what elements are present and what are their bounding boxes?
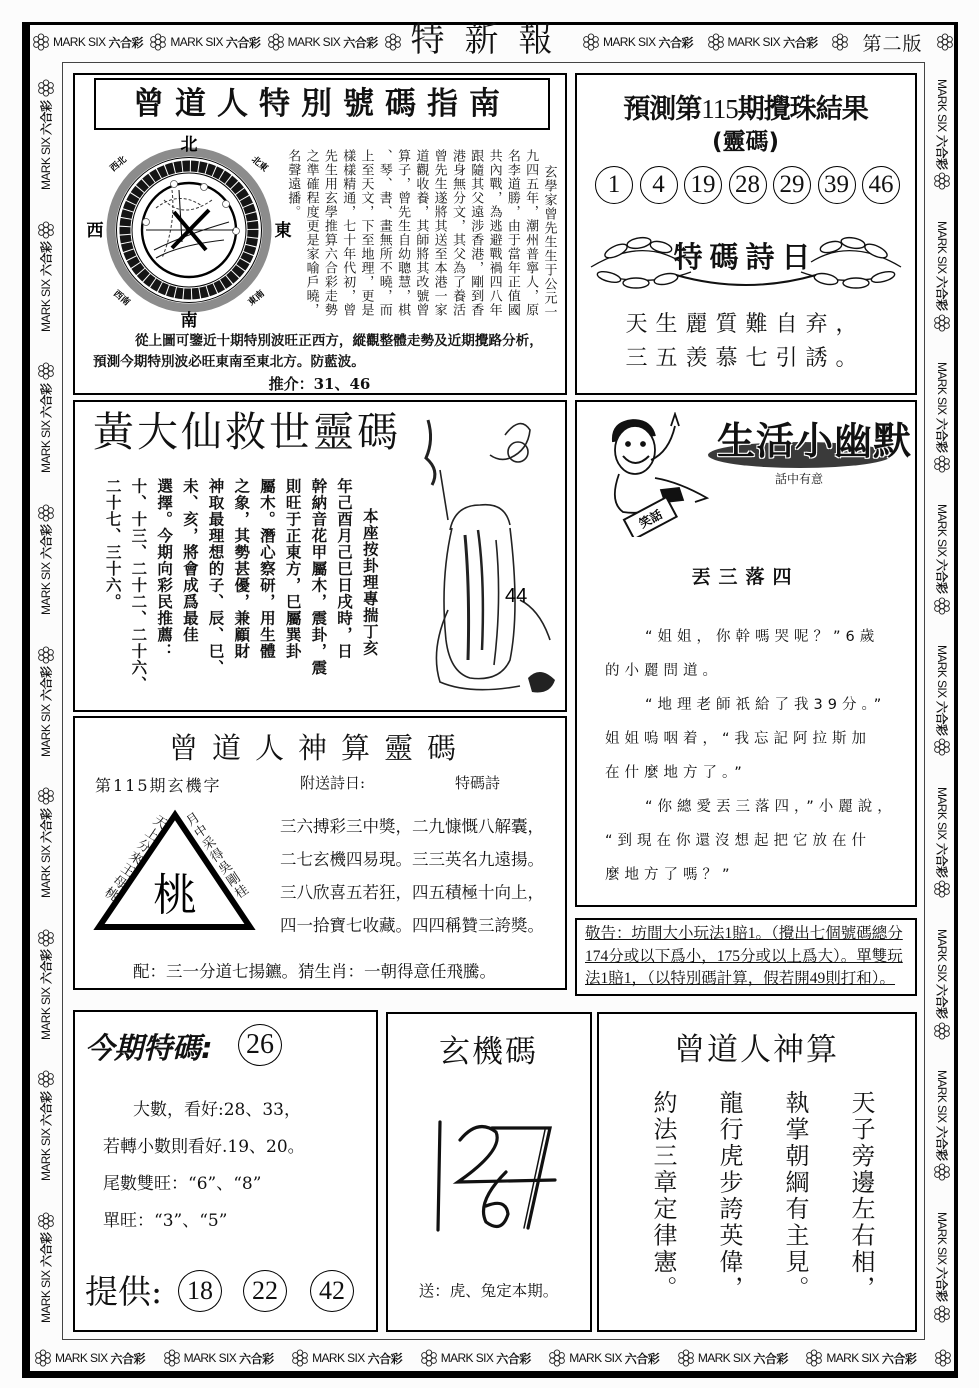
compass-southeast-label: 東南 [246, 288, 267, 309]
flower-icon [934, 1349, 952, 1367]
brand-en: MARK SIX [312, 1351, 365, 1365]
mystery-footer: 送：虎、兔定本期。 [418, 1282, 559, 1300]
mark-six-logo [933, 787, 951, 898]
bio-column: 道觀收養，其師將其改號曾 [413, 149, 429, 317]
tip-line: 若轉小數則看好.19、20。 [103, 1137, 305, 1157]
brand-zh: 六合彩 [783, 35, 818, 50]
mark-six-logo [37, 221, 55, 332]
bio-column: 九四五年，潮州普寧人，原 [523, 149, 539, 317]
flower-icon [933, 738, 951, 756]
mark-six-logo [37, 646, 55, 757]
tip-line: 大數，看好:28、33， [133, 1100, 301, 1120]
brand-zh: 六合彩 [934, 134, 949, 170]
bio-column: 名聲遠播。 [285, 149, 301, 219]
bio-column: 跟隨其父遠涉香港，剛到香 [468, 149, 484, 317]
text-column: 年己酉月己巳日戌時，日 [335, 478, 355, 660]
brand-zh: 六合彩 [239, 1351, 274, 1366]
brand-zh: 六合彩 [39, 100, 54, 135]
brand-en: MARK SIX [569, 1351, 622, 1365]
header-brand-strip-left [32, 26, 402, 58]
bio-column: 曾先生遂將其送至本港一家 [431, 149, 447, 317]
brand-en: MARK SIX [39, 420, 53, 474]
mark-six-logo [267, 33, 378, 51]
flower-icon [32, 33, 50, 51]
mark-six-logo [37, 504, 55, 615]
brand-zh: 六合彩 [367, 1351, 403, 1366]
brand-zh: 六合彩 [753, 1351, 788, 1366]
handwritten-code [420, 1110, 565, 1240]
story-line: 在什麼地方了。” [605, 765, 747, 781]
number-ball: 46 [862, 166, 900, 204]
tip-line: 尾數雙旺：“6”、“8” [103, 1174, 262, 1194]
mark-six-logo [37, 929, 55, 1040]
poem-line: 天生麗質難自弃， [625, 312, 866, 337]
side-brand-strip-left [30, 64, 62, 1338]
brand-zh: 六合彩 [658, 35, 694, 50]
story-line: “你總愛丟三落四，”小麗說， [645, 799, 897, 815]
brand-zh: 六合彩 [39, 524, 54, 560]
brand-zh: 六合彩 [39, 808, 54, 843]
story-line: “到現在你還沒想起把它放在什 [605, 833, 872, 849]
triangle-right-text: 月中采得吳剛桂 [180, 810, 251, 903]
text-column: 十、十三、二十二、二十六、 [129, 478, 149, 693]
compass-northwest-label: 西北 [108, 154, 129, 175]
flower-icon [420, 1349, 438, 1367]
wong-tai-sin-text [100, 478, 383, 694]
triangle-character: 桃 [153, 870, 197, 921]
text-column: 未、亥，將會成爲最佳 [180, 478, 200, 643]
poem-column: 約法三章定律憲。 [649, 1090, 677, 1302]
brand-zh: 六合彩 [39, 949, 54, 985]
bio-column: 先生用玄學推算六合彩走勢 [321, 149, 337, 317]
cartoon-sign-text: 笑話 [636, 507, 665, 531]
brand-en: MARK SIX [935, 79, 949, 132]
flower-icon [805, 1349, 823, 1367]
divine-calc-title: 曾道人神算 [674, 1032, 839, 1068]
brand-en: MARK SIX [826, 1351, 879, 1365]
compass-north-label: 北 [180, 135, 198, 155]
brand-zh: 六合彩 [225, 35, 261, 50]
brand-en: MARK SIX [183, 1351, 237, 1365]
text-column: 本座按卦理專揣丁亥 [360, 508, 380, 657]
prediction-title-prefix: 預測第 [623, 94, 702, 125]
poem-label: 附送詩日: [300, 774, 366, 792]
brand-zh: 六合彩 [110, 1351, 146, 1366]
story-line: 姐姐嗚咽着，“我忘記阿拉斯加 [605, 731, 872, 747]
mystery-title: 玄機碼 [439, 1034, 538, 1070]
life-humor-panel [575, 400, 917, 907]
mark-six-logo [933, 929, 951, 1040]
compass-south-label: 南 [180, 311, 198, 330]
divine-footer: 配：三一分道七揚鑣。猜生肖：一朝得意任飛騰。 [133, 962, 496, 981]
brand-en: MARK SIX [287, 35, 341, 49]
brand-zh: 六合彩 [496, 1351, 531, 1366]
brand-zh: 六合彩 [934, 1125, 949, 1161]
mark-six-logo [34, 1349, 145, 1367]
mark-six-logo [707, 33, 818, 51]
edition-label: 第二版 [862, 32, 923, 55]
bio-column: 玄學家曾先生生于公元一 [541, 165, 557, 319]
brand-en: MARK SIX [39, 704, 53, 757]
number-ball: 1 [595, 166, 633, 204]
text-column: 之象，其勢甚優，兼顧財 [232, 478, 252, 660]
guide-analysis: 從上圖可鑒近十期特別波旺正西方，縱觀整體走勢及近期攪路分析，預測今期特別波必旺東南至東北方。防藍波。 [93, 333, 543, 370]
bio-column: 、琴、書、畫無所不曉，而 [376, 149, 392, 317]
flower-icon [37, 1212, 55, 1230]
flower-icon [37, 221, 55, 239]
brand-en: MARK SIX [935, 786, 949, 840]
guide-title: 曾道人特別號碼指南 [94, 78, 550, 130]
poem-line: 四一拾寶七收藏。四四稱贊三誇獎。 [280, 916, 544, 935]
immortal-figure-icon [410, 410, 562, 705]
flower-icon [37, 646, 55, 664]
flower-icon [149, 33, 167, 51]
special-number-panel [73, 1010, 378, 1332]
brand-en: MARK SIX [39, 987, 53, 1040]
flower-icon [933, 597, 951, 615]
bio-column: 樣樣精通，七十年代初，曾 [340, 149, 356, 317]
flower-icon [582, 33, 600, 51]
mark-six-logo [933, 1212, 951, 1323]
brand-zh: 六合彩 [39, 1091, 54, 1126]
brand-en: MARK SIX [727, 35, 781, 49]
mark-six-logo [677, 1349, 788, 1367]
brand-zh: 六合彩 [881, 1351, 917, 1366]
side-brand-strip-right [926, 64, 958, 1338]
brand-en: MARK SIX [935, 645, 949, 698]
divine-title: 曾道人神算靈碼 [168, 731, 470, 765]
flower-icon [37, 787, 55, 805]
flower-icon [933, 1163, 951, 1181]
divine-calc-panel [597, 1012, 917, 1332]
poem-line: 三八欣喜五若狂，四五積極十向上， [280, 883, 544, 902]
flower-icon [936, 33, 954, 51]
mark-six-logo [37, 1212, 55, 1323]
prediction-number-list [595, 166, 900, 204]
story-body [605, 620, 905, 892]
bio-column: 之準確程度更是家喻戶曉， [303, 149, 319, 317]
cartoon-man-icon [599, 412, 724, 537]
mark-six-logo [149, 33, 260, 51]
prediction-issue-number: 115 [701, 94, 738, 124]
bio-column: 港身無分文，其父為了養活 [449, 149, 465, 317]
mark-six-logo [548, 1349, 659, 1367]
story-title: 丟三落四 [691, 566, 800, 588]
divine-calc-poem [630, 1090, 894, 1315]
mark-six-logo [582, 33, 693, 51]
newspaper-title: 特新報 [410, 20, 573, 60]
brand-zh: 六合彩 [934, 276, 949, 311]
mark-six-logo [933, 221, 951, 332]
special-title: 今期特碼: [85, 1031, 213, 1065]
brand-en: MARK SIX [440, 1351, 494, 1365]
story-line: 麼地方了嗎？” [605, 867, 735, 883]
flower-icon [933, 1022, 951, 1040]
poem-line: 二七玄機四易現。三三英名九遠揚。 [280, 850, 544, 869]
brand-zh: 六合彩 [39, 666, 54, 702]
brand-en: MARK SIX [170, 35, 223, 49]
notice-text: 敬告：坊間大小玩法1賠1。（攪出七個號碼總分174分或以下爲小，175分或以上爲大）。單雙玩法1賠1，（以特別碼計算，假若開49則打和）。 [585, 925, 903, 987]
brand-en: MARK SIX [39, 845, 53, 899]
brand-en: MARK SIX [935, 220, 949, 274]
number-ball: 4 [640, 166, 678, 204]
compass-west-label: 西 [86, 221, 104, 241]
brand-zh: 六合彩 [39, 241, 54, 277]
flower-icon [291, 1349, 309, 1367]
brand-zh: 六合彩 [624, 1351, 660, 1366]
poem-title: 特碼詩日 [673, 240, 818, 274]
wong-tai-sin-panel [73, 400, 567, 712]
mark-six-logo [805, 1349, 916, 1367]
humor-title: 生活小幽默 [717, 419, 913, 463]
number-ball: 42 [310, 1270, 354, 1312]
bio-column: 上至天文，下至地理，更是 [358, 149, 374, 317]
brand-en: MARK SIX [39, 1270, 53, 1323]
brand-zh: 六合彩 [108, 35, 144, 50]
poem-line: 三六搏彩三中獎，二九慷慨八解囊， [280, 817, 544, 836]
brand-zh: 六合彩 [934, 559, 949, 594]
flower-icon [34, 1349, 52, 1367]
provide-label: 提供: [85, 1272, 163, 1311]
text-column: 選擇。今期向彩民推薦： [155, 478, 175, 660]
mark-six-logo [32, 33, 143, 51]
flower-icon [933, 172, 951, 190]
text-column: 神取最理想的子、辰、巳、 [206, 478, 226, 676]
mark-six-logo [933, 79, 951, 190]
text-column: 屬木。潛心察研，用生體 [257, 478, 277, 660]
flower-icon [37, 504, 55, 522]
flower-icon [37, 1070, 55, 1088]
flower-icon [37, 362, 55, 380]
brand-zh: 六合彩 [934, 700, 949, 736]
bio-column: 算子，曾先生自幼聰慧，棋 [395, 149, 411, 317]
brand-en: MARK SIX [39, 279, 53, 332]
flower-icon [677, 1349, 695, 1367]
prediction-subtitle: (靈碼) [711, 129, 780, 155]
brand-en: MARK SIX [935, 1211, 949, 1265]
poem-column: 天子旁邊左右相， [847, 1090, 875, 1302]
brand-en: MARK SIX [935, 503, 949, 557]
brand-en: MARK SIX [39, 137, 53, 191]
triangle-left-text: 天上分來王母桃 [99, 810, 169, 904]
mark-six-logo [291, 1349, 402, 1367]
brand-en: MARK SIX [39, 562, 53, 616]
brand-en: MARK SIX [603, 35, 656, 49]
divine-poem [280, 810, 544, 942]
mark-six-logo [37, 787, 55, 898]
flower-icon [163, 1349, 181, 1367]
story-line: “姐姐，你幹嗎哭呢？”6歲 [645, 629, 880, 645]
tip-line: 單旺：“3”、“5” [103, 1211, 228, 1231]
text-column: 幹納音花甲屬木，震卦，震 [309, 478, 329, 676]
brand-zh: 六合彩 [934, 984, 949, 1019]
prediction-title-suffix: 期攪珠結果 [737, 94, 868, 125]
flower-icon [933, 880, 951, 898]
flower-icon [548, 1349, 566, 1367]
guide-biography [283, 149, 557, 321]
bio-column: 名李道勝，由于當年正值國 [504, 149, 520, 317]
prediction-title [577, 87, 914, 126]
footer-brand-strip [34, 1344, 952, 1372]
special-number-guide-panel [73, 73, 567, 395]
compass-east-label: 東 [274, 221, 292, 241]
brand-en: MARK SIX [39, 1128, 53, 1182]
mark-six-logo [163, 1349, 274, 1367]
brand-zh: 六合彩 [934, 842, 949, 878]
number-ball: 39 [818, 166, 856, 204]
brand-en: MARK SIX [935, 928, 949, 982]
number-ball: 22 [243, 1270, 287, 1312]
brand-zh: 六合彩 [934, 1267, 949, 1302]
flower-icon [37, 929, 55, 947]
wong-tai-sin-title: 黃大仙救世靈碼 [93, 408, 401, 456]
brand-en: MARK SIX [935, 362, 949, 415]
header-brand-strip-right [582, 26, 954, 58]
brand-zh: 六合彩 [39, 1232, 54, 1268]
flower-icon [37, 79, 55, 97]
number-ball: 28 [729, 166, 767, 204]
flower-icon [267, 33, 285, 51]
humor-subtitle: 話中有意 [775, 472, 824, 486]
notice-panel [575, 918, 917, 996]
poem-line: 三五羡慕七引誘。 [625, 346, 866, 371]
story-line: “地理老師祇給了我39分。” [645, 697, 887, 713]
special-tips [103, 1092, 305, 1240]
flower-icon [384, 33, 402, 51]
bio-column: 共內戰，為逃避戰禍四八年 [486, 149, 502, 317]
mark-six-logo [933, 362, 951, 473]
mark-six-logo [37, 1070, 55, 1181]
number-ball: 18 [178, 1270, 222, 1312]
poem-column: 龍行虎步誇英偉， [715, 1090, 743, 1302]
flower-icon [933, 455, 951, 473]
brand-en: MARK SIX [935, 1070, 949, 1123]
brand-zh: 六合彩 [934, 417, 949, 453]
mark-six-logo [933, 504, 951, 615]
brand-zh: 六合彩 [39, 383, 54, 418]
number-ball: 19 [684, 166, 722, 204]
mark-six-logo [37, 79, 55, 190]
mark-six-logo [933, 1070, 951, 1181]
flower-icon [933, 314, 951, 332]
flower-icon [831, 33, 849, 51]
compass-southwest-label: 西南 [111, 288, 132, 309]
mark-six-logo [420, 1349, 531, 1367]
compass-wheel-icon [84, 130, 294, 330]
flower-icon [707, 33, 725, 51]
guide-recommendation: 推介：31、46 [268, 375, 371, 393]
mark-six-logo [37, 362, 55, 473]
brand-en: MARK SIX [53, 35, 106, 49]
text-column: 二十七、三十六。 [103, 478, 123, 610]
mark-six-logo [933, 645, 951, 756]
issue-label: 第115期玄機字 [95, 776, 222, 795]
poem-column: 執掌朝綱有主見。 [781, 1090, 809, 1302]
figure-number: 44 [505, 585, 528, 607]
brand-en: MARK SIX [697, 1351, 751, 1365]
divine-code-panel [73, 716, 567, 990]
draw-prediction-panel [575, 73, 917, 395]
number-ball: 29 [773, 166, 811, 204]
brand-en: MARK SIX [55, 1351, 108, 1365]
text-column: 則旺于正東方，巳屬巽卦 [283, 478, 303, 660]
mystery-code-panel [386, 1012, 592, 1332]
story-line: 的小麗問道。 [605, 663, 722, 679]
compass-northeast-label: 北東 [249, 154, 270, 175]
special-number-ball: 26 [238, 1024, 282, 1066]
poem-type: 特碼詩 [455, 774, 501, 792]
flower-icon [933, 1305, 951, 1323]
brand-zh: 六合彩 [343, 35, 378, 50]
